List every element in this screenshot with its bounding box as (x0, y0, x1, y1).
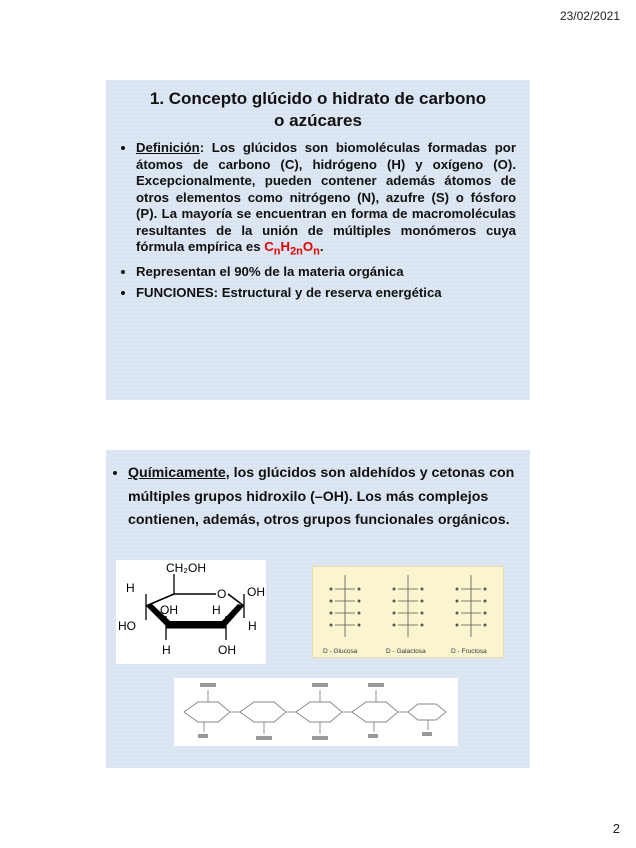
label-d-galactosa: D - Galactosa (386, 648, 426, 655)
title-line-2: o azúcares (274, 111, 362, 130)
label-oh-bottom: OH (218, 643, 236, 657)
slide-1 (106, 80, 530, 400)
label-ring-oxygen: O (217, 587, 227, 601)
slide-2 (106, 450, 530, 768)
label-oh-inner: OH (160, 603, 178, 617)
page-number: 2 (612, 821, 620, 836)
slide-1-bullets (120, 140, 516, 305)
label-d-glucosa: D - Glucosa (323, 648, 358, 655)
chemistry-text: , los glúcidos son aldehídos y cetonas con múltiples grupos hidroxilo (–OH). Los más complejos contienen, además, otros grupos funcionales orgánicos. (128, 465, 515, 528)
chemistry-lead: Químicamente (128, 465, 226, 481)
label-ho-left: HO (118, 619, 136, 633)
chemistry-bullet (128, 462, 518, 533)
bullet-functions: • FUNCIONES: Estructural y de reserva energética (136, 285, 516, 302)
definition-label: Definición (136, 140, 200, 155)
empirical-formula: $C_nH_{2n}O_n$ (264, 239, 320, 258)
label-d-fructosa: D - Fructosa (451, 648, 487, 655)
page-date: 23/02/2021 (559, 9, 620, 23)
label-oh-right: OH (247, 585, 265, 599)
slide-1-title (120, 88, 516, 132)
label-h-bottom: H (162, 643, 171, 657)
label-h-left: H (126, 581, 135, 595)
glucose-haworth-image (116, 560, 266, 664)
label-h-inner: H (212, 603, 221, 617)
bullet-organic-matter: • Representan el 90% de la materia orgánica (136, 264, 516, 281)
label-h-right: H (248, 619, 257, 633)
title-line-1: 1. Concepto glúcido o hidrato de carbono (149, 89, 487, 108)
fischer-projections-image (312, 566, 504, 658)
polysaccharide-chain-image (174, 678, 458, 746)
label-ch2oh: CH₂OH (166, 561, 206, 575)
definition-bullet: • Definición: Los glúcidos son biomoléculas formadas por átomos de carbono (C), hidrógeno (H) y oxígeno (O). Excepcionalmente, pueden contener además átomos de otros elementos como nitrógeno (N), azufre (S) o fósforo (P). La mayoría se encuentran en forma de macromoléculas resultantes de la unión de múltiples monómeros cuya fórmula empírica es $C_nH_{2n}O_n$. (136, 140, 516, 260)
definition-text: : Los glúcidos son biomoléculas formadas por átomos de carbono (C), hidrógeno (H) y oxígeno (O). Excepcionalmente, pueden contener además átomos de otros elementos como nitrógeno (N), azufre (S) o fósforo (P). La mayoría se encuentran en forma de macromoléculas resultantes de la unión de múltiples monómeros cuya fórmula empírica es (136, 140, 516, 254)
slide-2-bullets (112, 462, 518, 533)
